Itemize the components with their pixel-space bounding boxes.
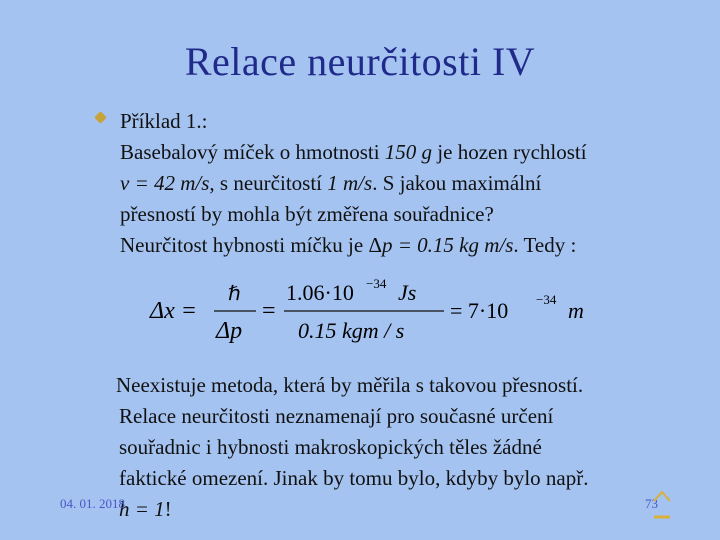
- conclusion-line: Relace neurčitosti neznamenají pro současné určení: [119, 404, 554, 428]
- text-run-italic: h = 1: [119, 497, 165, 521]
- formula-lhs: Δx =: [150, 298, 197, 324]
- paragraph-line-2: [120, 168, 680, 199]
- text-run-italic: 1 m/s: [327, 171, 373, 195]
- formula-result-exp: −34: [536, 292, 557, 307]
- formula-denominator: 0.15 kgm / s: [298, 318, 405, 343]
- text-run-italic: p = 0.15 kg m/s: [381, 233, 514, 257]
- delta-symbol: Δ: [368, 233, 382, 257]
- text-run: , s neurčitostí: [209, 171, 328, 195]
- home-caret-icon[interactable]: [652, 487, 672, 521]
- text-run-italic: 150 g: [384, 140, 433, 164]
- slide-body: [120, 106, 680, 261]
- slide-title: Relace neurčitosti IV: [184, 39, 536, 84]
- text-run-italic: v = 42 m/s: [120, 171, 210, 195]
- diamond-bullet-icon: [94, 111, 107, 124]
- example-label: Příklad 1.:: [120, 109, 208, 133]
- formula-result-unit: m: [568, 298, 584, 323]
- text-run: Basebalový míček o hmotnosti: [120, 140, 385, 164]
- paragraph-line-3: přesností by mohla být změřena souřadnice?: [120, 202, 494, 226]
- text-run: !: [164, 497, 172, 521]
- conclusion-line: [116, 494, 696, 525]
- conclusion-line: souřadnic i hybnosti makroskopických těles žádné: [119, 435, 542, 459]
- formula-result: = 7·10: [450, 298, 509, 323]
- paragraph-line-1: [120, 137, 680, 168]
- footer-date: 04. 01. 2018: [60, 496, 125, 511]
- formula-numerator-exp: −34: [366, 276, 387, 291]
- formula-eq: =: [262, 298, 276, 324]
- conclusion-text: [116, 370, 696, 525]
- paragraph-line-4: [120, 230, 680, 261]
- formula-dp: Δp: [216, 318, 243, 344]
- conclusion-line: Neexistuje metoda, která by měřila s takovou přesností.: [116, 373, 584, 397]
- formula-hbar: ℏ: [228, 281, 241, 305]
- page-number: 73: [645, 496, 658, 511]
- text-run: . Tedy :: [513, 233, 577, 257]
- uncertainty-formula: [148, 276, 608, 346]
- text-run: je hozen rychlostí: [432, 140, 587, 164]
- formula-numerator-unit: Js: [398, 280, 417, 305]
- text-run: . S jakou maximální: [372, 171, 542, 195]
- formula-numerator: 1.06·10: [286, 280, 354, 305]
- text-run: Neurčitost hybnosti míčku je: [120, 233, 369, 257]
- conclusion-line: faktické omezení. Jinak by tomu bylo, kdyby bylo např.: [119, 466, 589, 490]
